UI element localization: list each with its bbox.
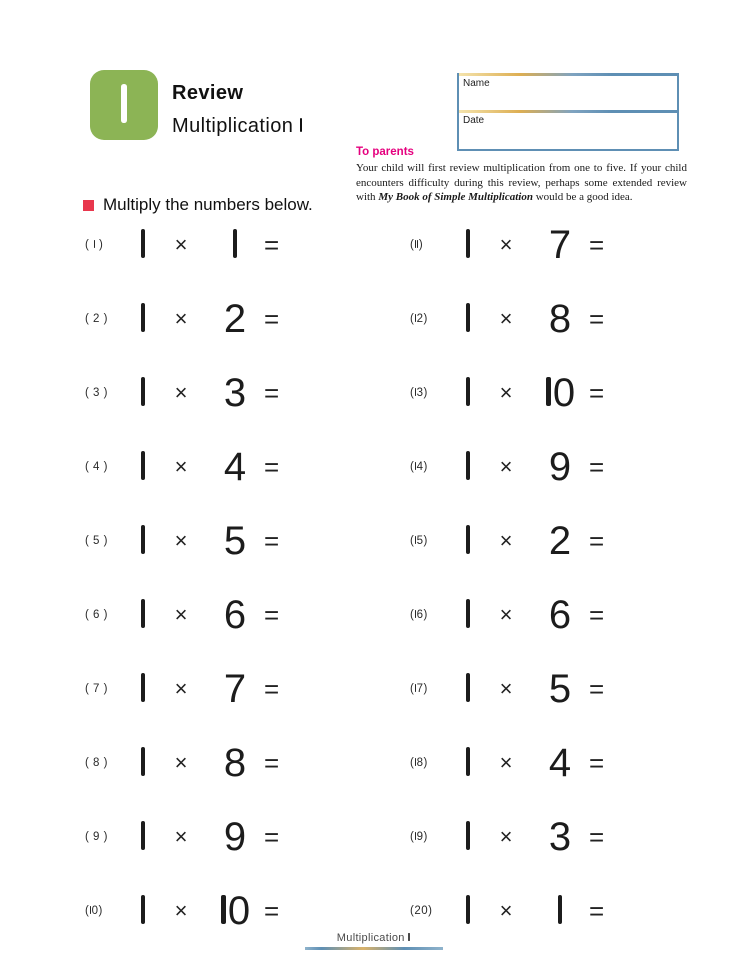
equals-sign: = — [589, 451, 605, 482]
equals-sign: = — [264, 821, 280, 852]
equals-sign: = — [589, 821, 605, 852]
multiplicand — [130, 593, 156, 638]
problem-number: ( 5 ) — [85, 535, 108, 547]
multiplicand — [130, 741, 156, 786]
multiply-sign: × — [174, 232, 188, 257]
problem-number: ( 2) — [410, 313, 428, 325]
equals-sign: = — [264, 599, 280, 630]
problem-number: ( 8) — [410, 757, 428, 769]
page-footer — [0, 932, 747, 950]
problem-number: ( ) — [410, 239, 424, 251]
multiplicand — [130, 815, 156, 860]
multiplicand — [130, 371, 156, 416]
problem-number: ( 3) — [410, 387, 428, 399]
multiplier: 7 — [223, 666, 247, 711]
problem-number: ( 3 ) — [85, 387, 108, 399]
multiplicand — [130, 889, 156, 934]
problem-row — [85, 282, 306, 356]
multiply-sign: × — [499, 232, 513, 257]
multiplier: 6 — [548, 592, 572, 637]
multiply-sign: × — [174, 454, 188, 479]
problem-row — [85, 208, 306, 282]
multiplier: 0 — [206, 889, 264, 934]
problems-column-left — [85, 208, 306, 948]
problem-row — [85, 578, 306, 652]
equals-sign: = — [589, 895, 605, 926]
multiplicand — [455, 519, 481, 564]
to-parents-note — [356, 146, 687, 205]
multiplier: 5 — [223, 518, 247, 563]
equals-sign: = — [589, 525, 605, 556]
equals-sign: = — [589, 599, 605, 630]
problem-number: ( 2 ) — [85, 313, 108, 325]
problem-number: ( 8 ) — [85, 757, 108, 769]
multiply-sign: × — [499, 528, 513, 553]
multiplier: 9 — [223, 814, 247, 859]
multiplier: 5 — [548, 666, 572, 711]
multiply-sign: × — [174, 602, 188, 627]
multiplicand — [130, 445, 156, 490]
footer-label: Multiplication — [337, 932, 410, 944]
problem-row — [85, 430, 306, 504]
problem-row — [410, 726, 631, 800]
problems-column-right — [410, 208, 631, 948]
multiply-sign: × — [174, 306, 188, 331]
equals-sign: = — [589, 229, 605, 260]
multiply-sign: × — [499, 750, 513, 775]
multiply-sign: × — [174, 750, 188, 775]
multiplier: 3 — [548, 814, 572, 859]
problem-number: ( 7) — [410, 683, 428, 695]
equals-sign: = — [264, 747, 280, 778]
problem-number: ( 7 ) — [85, 683, 108, 695]
multiplier: 6 — [223, 592, 247, 637]
equals-sign: = — [264, 303, 280, 334]
multiply-sign: × — [174, 676, 188, 701]
problem-row — [85, 652, 306, 726]
multiplicand — [455, 741, 481, 786]
lesson-number-badge — [90, 70, 158, 140]
title-block — [172, 82, 303, 138]
multiply-sign: × — [174, 380, 188, 405]
name-field — [459, 73, 677, 110]
problem-number: ( 9) — [410, 831, 428, 843]
equals-sign: = — [264, 895, 280, 926]
multiplier — [206, 223, 264, 268]
equals-sign: = — [264, 673, 280, 704]
problem-row — [85, 726, 306, 800]
multiplier: 3 — [223, 370, 247, 415]
equals-sign: = — [589, 673, 605, 704]
name-date-box — [457, 73, 679, 151]
multiply-sign: × — [499, 306, 513, 331]
equals-sign: = — [589, 377, 605, 408]
date-field — [459, 110, 677, 149]
multiplicand — [455, 371, 481, 416]
multiplier: 4 — [548, 740, 572, 785]
problem-row — [410, 430, 631, 504]
multiplicand — [455, 667, 481, 712]
footer-divider — [305, 947, 443, 950]
problem-number: ( 9 ) — [85, 831, 108, 843]
multiplicand — [455, 593, 481, 638]
equals-sign: = — [264, 377, 280, 408]
instruction-text: Multiply the numbers below. — [103, 195, 313, 214]
equals-sign: = — [589, 747, 605, 778]
to-parents-text-end: would be a good idea. — [532, 191, 633, 204]
multiply-sign: × — [499, 454, 513, 479]
problem-row — [410, 652, 631, 726]
page-subtitle: Multiplication — [172, 115, 303, 138]
problem-number: ( 6) — [410, 609, 428, 621]
equals-sign: = — [264, 525, 280, 556]
multiplier: 8 — [223, 740, 247, 785]
multiplier: 2 — [548, 518, 572, 563]
multiplier — [531, 889, 589, 934]
multiplicand — [455, 297, 481, 342]
problem-number: ( ) — [85, 239, 104, 251]
multiplier: 0 — [531, 371, 589, 416]
problem-row — [410, 504, 631, 578]
multiply-sign: × — [499, 898, 513, 923]
multiplier: 9 — [548, 444, 572, 489]
to-parents-text: Your child will first review multiplication from one to five. If your child encounters difficulty during this review, perhaps some extended review with — [356, 162, 687, 204]
multiplicand — [455, 445, 481, 490]
problem-row — [85, 800, 306, 874]
multiplicand — [130, 297, 156, 342]
problem-row — [410, 800, 631, 874]
problem-row — [410, 356, 631, 430]
multiply-sign: × — [499, 380, 513, 405]
equals-sign: = — [264, 229, 280, 260]
multiplier: 2 — [223, 296, 247, 341]
date-label: Date — [463, 115, 485, 126]
multiply-sign: × — [174, 528, 188, 553]
problem-row — [410, 208, 631, 282]
problem-number: ( 6 ) — [85, 609, 108, 621]
multiply-sign: × — [174, 898, 188, 923]
problem-row — [85, 504, 306, 578]
equals-sign: = — [264, 451, 280, 482]
multiplier: 8 — [548, 296, 572, 341]
problem-number: ( 5) — [410, 535, 428, 547]
lesson-number — [119, 74, 130, 136]
problem-row — [410, 282, 631, 356]
multiply-sign: × — [499, 676, 513, 701]
multiplier: 7 — [548, 222, 572, 267]
to-parents-body — [356, 161, 687, 205]
multiply-sign: × — [499, 824, 513, 849]
multiplier: 4 — [223, 444, 247, 489]
multiply-sign: × — [499, 602, 513, 627]
problem-number: ( 4 ) — [85, 461, 108, 473]
problem-number: (20) — [410, 905, 433, 917]
book-title-italic: My Book of Simple Multiplication — [378, 191, 533, 204]
multiplicand — [130, 519, 156, 564]
multiplicand — [455, 815, 481, 860]
page-title: Review — [172, 82, 244, 104]
equals-sign: = — [589, 303, 605, 334]
problem-row — [85, 356, 306, 430]
multiply-sign: × — [174, 824, 188, 849]
problem-row — [410, 578, 631, 652]
to-parents-heading: To parents — [356, 146, 414, 158]
problem-number: ( 4) — [410, 461, 428, 473]
problem-number: ( 0) — [85, 905, 103, 917]
multiplicand — [130, 223, 156, 268]
multiplicand — [455, 223, 481, 268]
multiplicand — [130, 667, 156, 712]
multiplicand — [455, 889, 481, 934]
name-label: Name — [463, 78, 490, 89]
